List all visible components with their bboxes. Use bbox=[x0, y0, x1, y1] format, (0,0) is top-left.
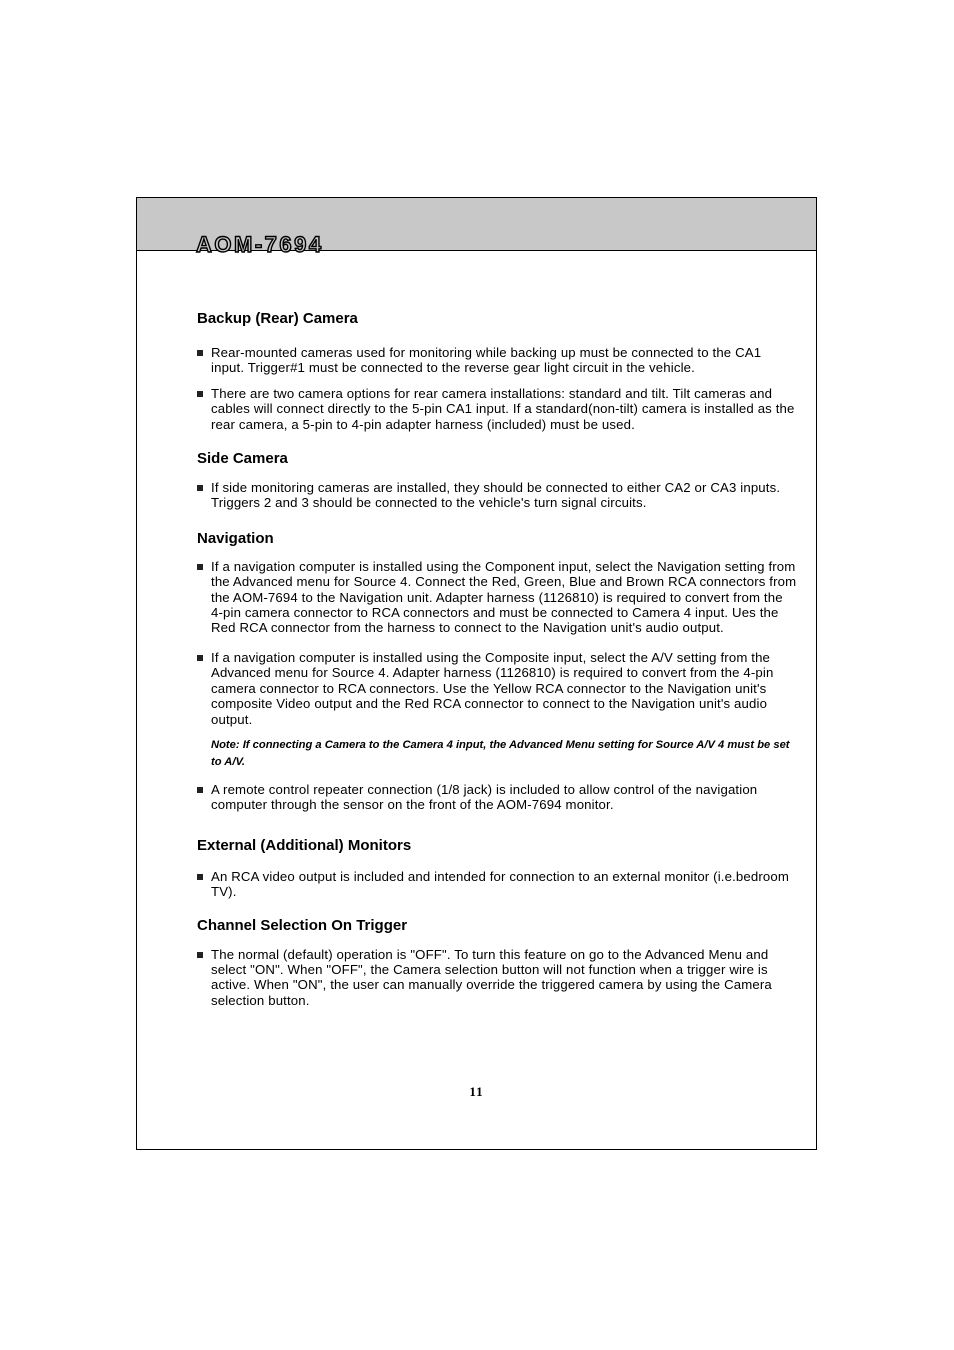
list-item: An RCA video output is included and intended for connection to an external monitor (i.e.bedroom TV). bbox=[197, 869, 797, 900]
list-item: If a navigation computer is installed using the Composite input, select the A/V setting from the Advanced menu for Source 4. Adapter harness (1126810) is required to convert from the 4-pin camera connector to RCA connectors. Use the Yellow RCA connector to the Navigation unit's composite Video output and the Red RCA connector to connect to the Navigation unit's audio output. bbox=[197, 650, 797, 727]
bullet-square-icon bbox=[197, 485, 203, 491]
bullet-square-icon bbox=[197, 952, 203, 958]
page-frame bbox=[136, 197, 817, 1150]
list-item: Rear-mounted cameras used for monitoring while backing up must be connected to the CA1 input. Trigger#1 must be connected to the reverse gear light circuit in the vehicle. bbox=[197, 345, 797, 376]
list-item: There are two camera options for rear camera installations: standard and tilt. Tilt cameras and cables will connect directly to the 5-pin CA1 input. If a standard(non-tilt) camera is installed as the rear camera, a 5-pin to 4-pin adapter harness (included) must be used. bbox=[197, 386, 797, 432]
bullet-square-icon bbox=[197, 787, 203, 793]
section-heading-channel-selection: Channel Selection On Trigger bbox=[197, 916, 408, 934]
section-heading-navigation: Navigation bbox=[197, 529, 274, 547]
section-heading-side-camera: Side Camera bbox=[197, 450, 288, 468]
bullet-square-icon bbox=[197, 350, 203, 356]
bullet-square-icon bbox=[197, 564, 203, 570]
bullet-square-icon bbox=[197, 655, 203, 661]
section-heading-backup: Backup (Rear) Camera bbox=[197, 310, 358, 327]
list-item: If side monitoring cameras are installed, they should be connected to either CA2 or CA3 inputs. Triggers 2 and 3 should be connected to the vehicle's turn signal circuits. bbox=[197, 480, 797, 511]
model-title: AOM-7694 bbox=[196, 232, 324, 257]
bullet-square-icon bbox=[197, 874, 203, 880]
list-item: If a navigation computer is installed using the Component input, select the Navigation setting from the Advanced menu for Source 4. Connect the Red, Green, Blue and Brown RCA connectors from the AOM-7694 to the Navigation unit. Adapter harness (1126810) is required to convert from the 4-pin camera connector to RCA connectors and must be connected to Camera 4 input. Ues the Red RCA connector from the harness to connect to the Navigation unit's audio output. bbox=[197, 559, 797, 636]
page-number: 11 bbox=[469, 1084, 484, 1099]
content bbox=[197, 310, 797, 1008]
bullet-square-icon bbox=[197, 391, 203, 397]
list-item: A remote control repeater connection (1/8 jack) is included to allow control of the navigation computer through the sensor on the front of the AOM-7694 monitor. bbox=[197, 782, 797, 813]
note-text: Note: If connecting a Camera to the Camera 4 input, the Advanced Menu setting for Source A/V 4 must be set to A/V. bbox=[211, 738, 790, 768]
section-heading-external-monitors: External (Additional) Monitors bbox=[197, 836, 412, 854]
list-item: The normal (default) operation is "OFF". To turn this feature on go to the Advanced Menu and select "ON". When "OFF", the Camera selection button will not function when a trigger wire is active. When "ON", the user can manually override the triggered camera by using the Camera selection button. bbox=[197, 947, 797, 1009]
